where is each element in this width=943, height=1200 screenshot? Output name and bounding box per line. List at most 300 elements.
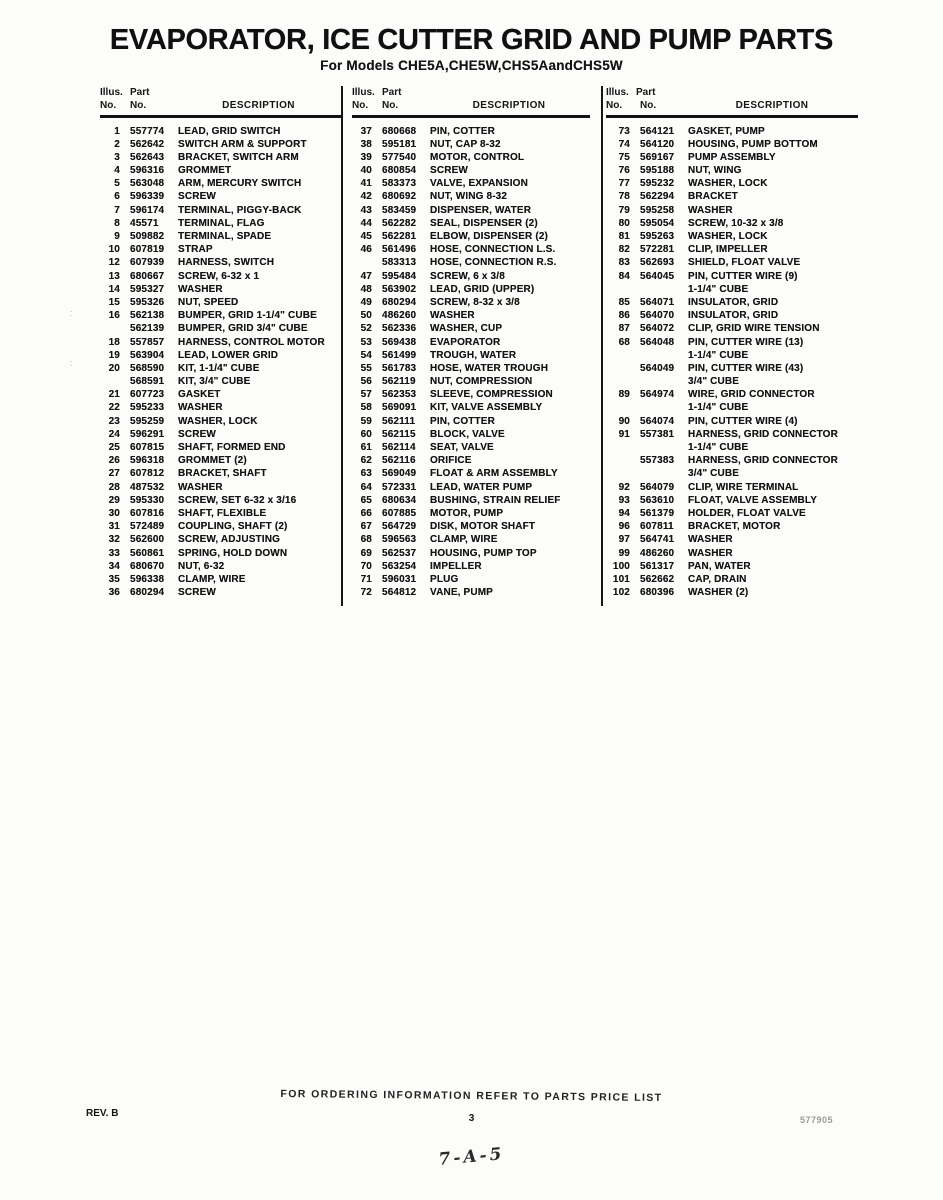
- part-description: GASKET, PUMP: [688, 125, 765, 137]
- illus-no: 99: [618, 547, 630, 559]
- part-no: 561317: [640, 560, 675, 572]
- part-row: [606, 322, 858, 335]
- part-row: [352, 309, 590, 322]
- illus-no: 100: [612, 560, 630, 572]
- illus-no: 78: [618, 191, 630, 203]
- illus-no: 56: [360, 376, 372, 388]
- part-row: [352, 243, 590, 256]
- part-row: [606, 375, 858, 388]
- illus-no: 68: [360, 534, 372, 546]
- part-description: INSULATOR, GRID: [688, 296, 779, 308]
- part-description: WASHER: [688, 204, 733, 216]
- part-row: [606, 401, 858, 414]
- part-description: SWITCH ARM & SUPPORT: [178, 138, 307, 150]
- part-description: FLOAT & ARM ASSEMBLY: [430, 468, 558, 480]
- part-description: 1-1/4" CUBE: [688, 402, 749, 414]
- part-row: [352, 533, 590, 546]
- part-row: [100, 125, 341, 138]
- part-no: 561496: [382, 244, 417, 256]
- part-description: CLAMP, WIRE: [430, 534, 498, 546]
- header-illus-label: Illus.: [100, 87, 123, 98]
- part-description: SCREW, 10-32 x 3/8: [688, 217, 784, 229]
- illus-no: 3: [114, 151, 120, 163]
- part-row: [100, 283, 341, 296]
- part-no: 607816: [130, 507, 165, 519]
- part-description: 1-1/4" CUBE: [688, 349, 749, 361]
- part-no: 564079: [640, 481, 675, 493]
- part-no: 562294: [640, 191, 675, 203]
- illus-no: [352, 256, 372, 269]
- part-description: SCREW, SET 6-32 x 3/16: [178, 494, 297, 506]
- illus-no: 13: [108, 270, 120, 282]
- part-no: 595188: [640, 165, 675, 177]
- illus-no: 102: [612, 587, 630, 599]
- part-description: HOSE, WATER TROUGH: [430, 362, 549, 374]
- part-description: MOTOR, CONTROL: [430, 151, 525, 163]
- illus-no: 22: [108, 402, 120, 414]
- part-description: WASHER: [178, 402, 223, 414]
- part-description: KIT, VALVE ASSEMBLY: [430, 402, 543, 414]
- illus-no: 46: [360, 244, 372, 256]
- part-description: 3/4" CUBE: [688, 468, 740, 480]
- part-row: [352, 481, 590, 494]
- illus-no: 52: [360, 323, 372, 335]
- part-row: [352, 507, 590, 520]
- part-description: SCREW: [178, 191, 216, 203]
- part-description: BLOCK, VALVE: [430, 428, 505, 440]
- part-row: [352, 586, 590, 599]
- part-description: PIN, COTTER: [430, 125, 495, 137]
- part-row: [606, 190, 858, 203]
- part-no: 562114: [382, 442, 416, 453]
- header-part-label: Part: [382, 87, 402, 98]
- part-no: 564120: [640, 138, 675, 150]
- scan-speck: :: [70, 308, 73, 318]
- part-no: 557383: [640, 455, 675, 467]
- part-description: BRACKET, MOTOR: [688, 521, 781, 533]
- part-no: 595326: [130, 296, 165, 308]
- part-description: HOSE, CONNECTION R.S.: [430, 257, 557, 269]
- part-no: 583459: [382, 204, 417, 216]
- part-row: [606, 283, 858, 296]
- part-description: WIRE, GRID CONNECTOR: [688, 389, 815, 401]
- part-description: SCREW, ADJUSTING: [178, 534, 281, 546]
- part-no: 486260: [382, 310, 417, 322]
- part-row: [100, 507, 341, 520]
- part-row: [352, 362, 590, 375]
- part-no: 607815: [130, 442, 165, 453]
- illus-no: 6: [114, 191, 120, 203]
- illus-no: 79: [618, 204, 630, 216]
- part-description: HARNESS, SWITCH: [178, 257, 275, 269]
- illus-no: 87: [618, 323, 630, 335]
- part-description: WASHER: [688, 534, 733, 546]
- part-no: 562138: [130, 310, 165, 322]
- part-no: 564074: [640, 415, 675, 427]
- part-no: 595327: [130, 283, 165, 295]
- part-row: [352, 177, 590, 190]
- part-description: VALVE, EXPANSION: [430, 178, 528, 190]
- part-no: 596338: [130, 573, 165, 585]
- part-no: 596339: [130, 191, 165, 203]
- part-row: [606, 573, 858, 586]
- part-description: SCREW: [178, 428, 216, 440]
- part-row: [606, 270, 858, 283]
- parts-column-2: [352, 86, 590, 599]
- part-row: [352, 164, 590, 177]
- part-description: BRACKET, SHAFT: [178, 468, 267, 480]
- part-no: 680692: [382, 191, 417, 203]
- illus-no: 92: [618, 481, 630, 493]
- part-no: 572489: [130, 521, 165, 533]
- illus-no: 41: [360, 178, 372, 190]
- header-no-label: No.: [640, 100, 657, 111]
- part-row: [606, 388, 858, 401]
- illus-no: 12: [108, 257, 120, 269]
- parts-column-3: [606, 86, 858, 599]
- part-description: WASHER: [430, 310, 475, 322]
- illus-no: 68: [618, 336, 630, 348]
- part-no: 562662: [640, 573, 675, 585]
- part-row: [606, 481, 858, 494]
- part-description: TERMINAL, FLAG: [178, 217, 265, 229]
- part-row: [100, 467, 341, 480]
- part-no: 595263: [640, 231, 675, 242]
- part-row: [352, 138, 590, 151]
- part-no: [640, 467, 686, 480]
- handwritten-annotation: 7-A-5: [437, 1144, 506, 1170]
- part-row: [352, 401, 590, 414]
- page-number: 3: [468, 1113, 475, 1124]
- parts-rows: [352, 125, 590, 600]
- part-row: [606, 415, 858, 428]
- part-no: 595330: [130, 494, 165, 506]
- part-no: 564121: [640, 125, 675, 137]
- part-row: [606, 125, 858, 138]
- part-description: CLIP, GRID WIRE TENSION: [688, 323, 820, 335]
- part-row: [100, 230, 341, 243]
- part-row: [606, 204, 858, 217]
- part-description: PLUG: [430, 573, 459, 585]
- illus-no: 48: [360, 283, 372, 295]
- part-row: [352, 296, 590, 309]
- part-description: SCREW: [178, 587, 216, 599]
- part-no: 562600: [130, 534, 165, 546]
- part-description: STRAP: [178, 244, 213, 256]
- part-row: [352, 204, 590, 217]
- header-no-label: No.: [352, 100, 369, 111]
- part-description: EVAPORATOR: [430, 336, 501, 348]
- part-no: 572331: [382, 481, 417, 493]
- part-description: DISPENSER, WATER: [430, 204, 532, 216]
- illus-no: 53: [360, 336, 372, 348]
- part-row: [100, 336, 341, 349]
- part-no: 596563: [382, 534, 417, 546]
- illus-no: 74: [618, 138, 630, 150]
- part-row: [606, 309, 858, 322]
- part-description: HOSE, CONNECTION L.S.: [430, 244, 556, 256]
- part-row: [606, 217, 858, 230]
- illus-no: 80: [618, 217, 630, 229]
- part-description: PIN, CUTTER WIRE (4): [688, 415, 798, 427]
- illus-no: 8: [114, 217, 120, 229]
- part-no: 509882: [130, 231, 165, 242]
- illus-no: [606, 441, 630, 454]
- illus-no: 101: [612, 573, 630, 585]
- header-description-label: DESCRIPTION: [472, 100, 546, 111]
- part-row: [352, 441, 590, 454]
- column-header-line1: [606, 86, 858, 99]
- illus-no: 24: [108, 428, 120, 440]
- column-divider-1: [341, 86, 343, 606]
- illus-no: [606, 375, 630, 388]
- part-no: 564048: [640, 336, 675, 348]
- part-row: [352, 547, 590, 560]
- part-no: 607812: [130, 468, 165, 480]
- part-no: 561499: [382, 349, 417, 361]
- part-description: PIN, CUTTER WIRE (43): [688, 362, 804, 374]
- part-description: TERMINAL, PIGGY-BACK: [178, 204, 302, 216]
- part-row: [100, 296, 341, 309]
- illus-no: 50: [360, 310, 372, 322]
- illus-no: 36: [108, 587, 120, 599]
- part-row: [352, 375, 590, 388]
- part-no: 607723: [130, 389, 165, 401]
- part-description: CLIP, WIRE TERMINAL: [688, 481, 799, 493]
- part-no: 569167: [640, 151, 675, 163]
- part-row: [100, 204, 341, 217]
- part-no: 680670: [130, 560, 165, 572]
- part-description: PIN, CUTTER WIRE (13): [688, 336, 804, 348]
- part-row: [606, 454, 858, 467]
- parts-rows: [100, 125, 341, 600]
- illus-no: 37: [360, 125, 372, 137]
- part-row: [352, 454, 590, 467]
- part-no: 562139: [130, 323, 165, 335]
- part-description: SCREW, 6-32 x 1: [178, 270, 260, 282]
- header-rule: [606, 115, 858, 118]
- part-no: 557857: [130, 336, 165, 348]
- illus-no: 82: [618, 244, 630, 256]
- part-description: KIT, 1-1/4" CUBE: [178, 362, 260, 374]
- document-number: 577905: [800, 1115, 834, 1125]
- part-no: 595054: [640, 217, 675, 229]
- header-no-label: No.: [382, 100, 399, 111]
- illus-no: 4: [114, 165, 120, 177]
- illus-no: 96: [618, 521, 630, 533]
- part-no: 564072: [640, 323, 675, 335]
- part-row: [606, 349, 858, 362]
- illus-no: 64: [360, 481, 372, 493]
- part-row: [100, 164, 341, 177]
- column-header-line2: [352, 99, 590, 112]
- illus-no: 85: [618, 296, 630, 308]
- illus-no: 84: [618, 270, 630, 282]
- part-no: 583313: [382, 257, 417, 269]
- part-row: [606, 138, 858, 151]
- part-no: 563254: [382, 560, 417, 572]
- illus-no: [606, 454, 630, 467]
- part-no: [640, 283, 686, 296]
- part-no: 561783: [382, 362, 417, 374]
- part-no: 595259: [130, 415, 165, 427]
- part-row: [606, 164, 858, 177]
- part-row: [606, 230, 858, 243]
- part-row: [352, 256, 590, 269]
- part-no: 564045: [640, 270, 675, 282]
- part-description: SEAL, DISPENSER (2): [430, 217, 538, 229]
- part-row: [352, 494, 590, 507]
- illus-no: [100, 375, 120, 388]
- header-no-label: No.: [100, 100, 117, 111]
- part-row: [100, 494, 341, 507]
- part-no: 562336: [382, 323, 417, 335]
- illus-no: 67: [360, 521, 372, 533]
- part-description: HARNESS, GRID CONNECTOR: [688, 455, 838, 467]
- illus-no: 10: [108, 244, 120, 256]
- illus-no: 39: [360, 151, 372, 163]
- part-description: LEAD, LOWER GRID: [178, 349, 279, 361]
- header-illus-label: Illus.: [606, 87, 629, 98]
- part-description: WASHER: [178, 481, 223, 493]
- illus-no: 94: [618, 507, 630, 519]
- part-row: [606, 151, 858, 164]
- illus-no: 76: [618, 165, 630, 177]
- part-row: [352, 217, 590, 230]
- part-row: [352, 467, 590, 480]
- part-row: [100, 362, 341, 375]
- part-row: [606, 336, 858, 349]
- column-header-line1: [100, 86, 341, 99]
- illus-no: 2: [114, 138, 120, 150]
- part-row: [606, 467, 858, 480]
- illus-no: 28: [108, 481, 120, 493]
- part-description: SCREW, 8-32 x 3/8: [430, 296, 520, 308]
- part-no: 487532: [130, 481, 165, 493]
- illus-no: 89: [618, 389, 630, 401]
- part-description: HARNESS, CONTROL MOTOR: [178, 336, 325, 348]
- part-no: 564974: [640, 389, 675, 401]
- part-description: 1-1/4" CUBE: [688, 442, 749, 453]
- header-no-label: No.: [130, 100, 147, 111]
- part-no: 560861: [130, 547, 165, 559]
- illus-no: 63: [360, 468, 372, 480]
- part-no: 563904: [130, 349, 165, 361]
- part-row: [100, 256, 341, 269]
- part-no: 564729: [382, 521, 417, 533]
- illus-no: 43: [360, 204, 372, 216]
- part-row: [352, 151, 590, 164]
- part-description: SEAT, VALVE: [430, 442, 494, 453]
- part-description: NUT, CAP 8-32: [430, 138, 501, 150]
- part-no: 568590: [130, 362, 165, 374]
- part-description: CLIP, IMPELLER: [688, 244, 768, 256]
- part-no: 564049: [640, 362, 675, 374]
- part-no: 562353: [382, 389, 417, 401]
- illus-no: 34: [108, 560, 120, 572]
- part-description: BRACKET, SWITCH ARM: [178, 151, 299, 163]
- part-no: 569438: [382, 336, 417, 348]
- part-no: 486260: [640, 547, 675, 559]
- illus-no: 55: [360, 362, 372, 374]
- part-description: GASKET: [178, 389, 221, 401]
- illus-no: 26: [108, 455, 120, 467]
- part-row: [606, 428, 858, 441]
- part-row: [606, 177, 858, 190]
- part-description: HOUSING, PUMP BOTTOM: [688, 138, 818, 150]
- part-row: [352, 230, 590, 243]
- part-row: [100, 520, 341, 533]
- revision-label: REV. B: [86, 1108, 119, 1119]
- part-no: 680396: [640, 587, 675, 599]
- header-description-label: DESCRIPTION: [222, 100, 295, 111]
- part-description: HARNESS, GRID CONNECTOR: [688, 428, 838, 440]
- part-description: SPRING, HOLD DOWN: [178, 547, 288, 559]
- part-description: SCREW: [430, 165, 468, 177]
- illus-no: 16: [108, 310, 120, 322]
- illus-no: 86: [618, 310, 630, 322]
- illus-no: 90: [618, 415, 630, 427]
- part-no: 557381: [640, 428, 675, 440]
- part-description: SCREW, 6 x 3/8: [430, 270, 505, 282]
- illus-no: 93: [618, 494, 630, 506]
- part-row: [100, 138, 341, 151]
- illus-no: 91: [618, 428, 630, 440]
- illus-no: 60: [360, 428, 372, 440]
- part-no: 607939: [130, 257, 165, 269]
- part-description: WASHER: [688, 547, 733, 559]
- part-row: [352, 336, 590, 349]
- column-header-line2: [100, 99, 341, 112]
- part-no: 680668: [382, 125, 417, 137]
- part-row: [352, 388, 590, 401]
- part-description: WASHER, LOCK: [688, 231, 768, 242]
- illus-no: 61: [360, 442, 372, 453]
- part-no: 595181: [382, 138, 417, 150]
- part-no: 596316: [130, 165, 165, 177]
- illus-no: 27: [108, 468, 120, 480]
- part-description: WASHER, CUP: [430, 323, 503, 335]
- part-row: [100, 177, 341, 190]
- part-no: 562111: [382, 415, 416, 427]
- illus-no: 7: [114, 204, 120, 216]
- part-description: ORIFICE: [430, 455, 472, 467]
- part-description: LEAD, GRID SWITCH: [178, 125, 281, 137]
- part-no: 680294: [130, 587, 165, 599]
- illus-no: 70: [360, 560, 372, 572]
- part-no: 583373: [382, 178, 417, 190]
- part-row: [100, 441, 341, 454]
- part-row: [100, 151, 341, 164]
- illus-no: 44: [360, 217, 372, 229]
- illus-no: 38: [360, 138, 372, 150]
- part-row: [100, 388, 341, 401]
- illus-no: 21: [108, 389, 120, 401]
- part-no: 562116: [382, 455, 416, 467]
- part-no: 562282: [382, 217, 417, 229]
- part-description: PAN, WATER: [688, 560, 751, 572]
- part-no: 562115: [382, 428, 416, 440]
- part-no: 562537: [382, 547, 417, 559]
- illus-no: 75: [618, 151, 630, 163]
- header-part-label: Part: [130, 87, 150, 98]
- part-row: [606, 441, 858, 454]
- column-header-line2: [606, 99, 858, 112]
- part-description: 3/4" CUBE: [688, 376, 740, 388]
- part-row: [100, 586, 341, 599]
- illus-no: 14: [108, 283, 120, 295]
- part-row: [352, 349, 590, 362]
